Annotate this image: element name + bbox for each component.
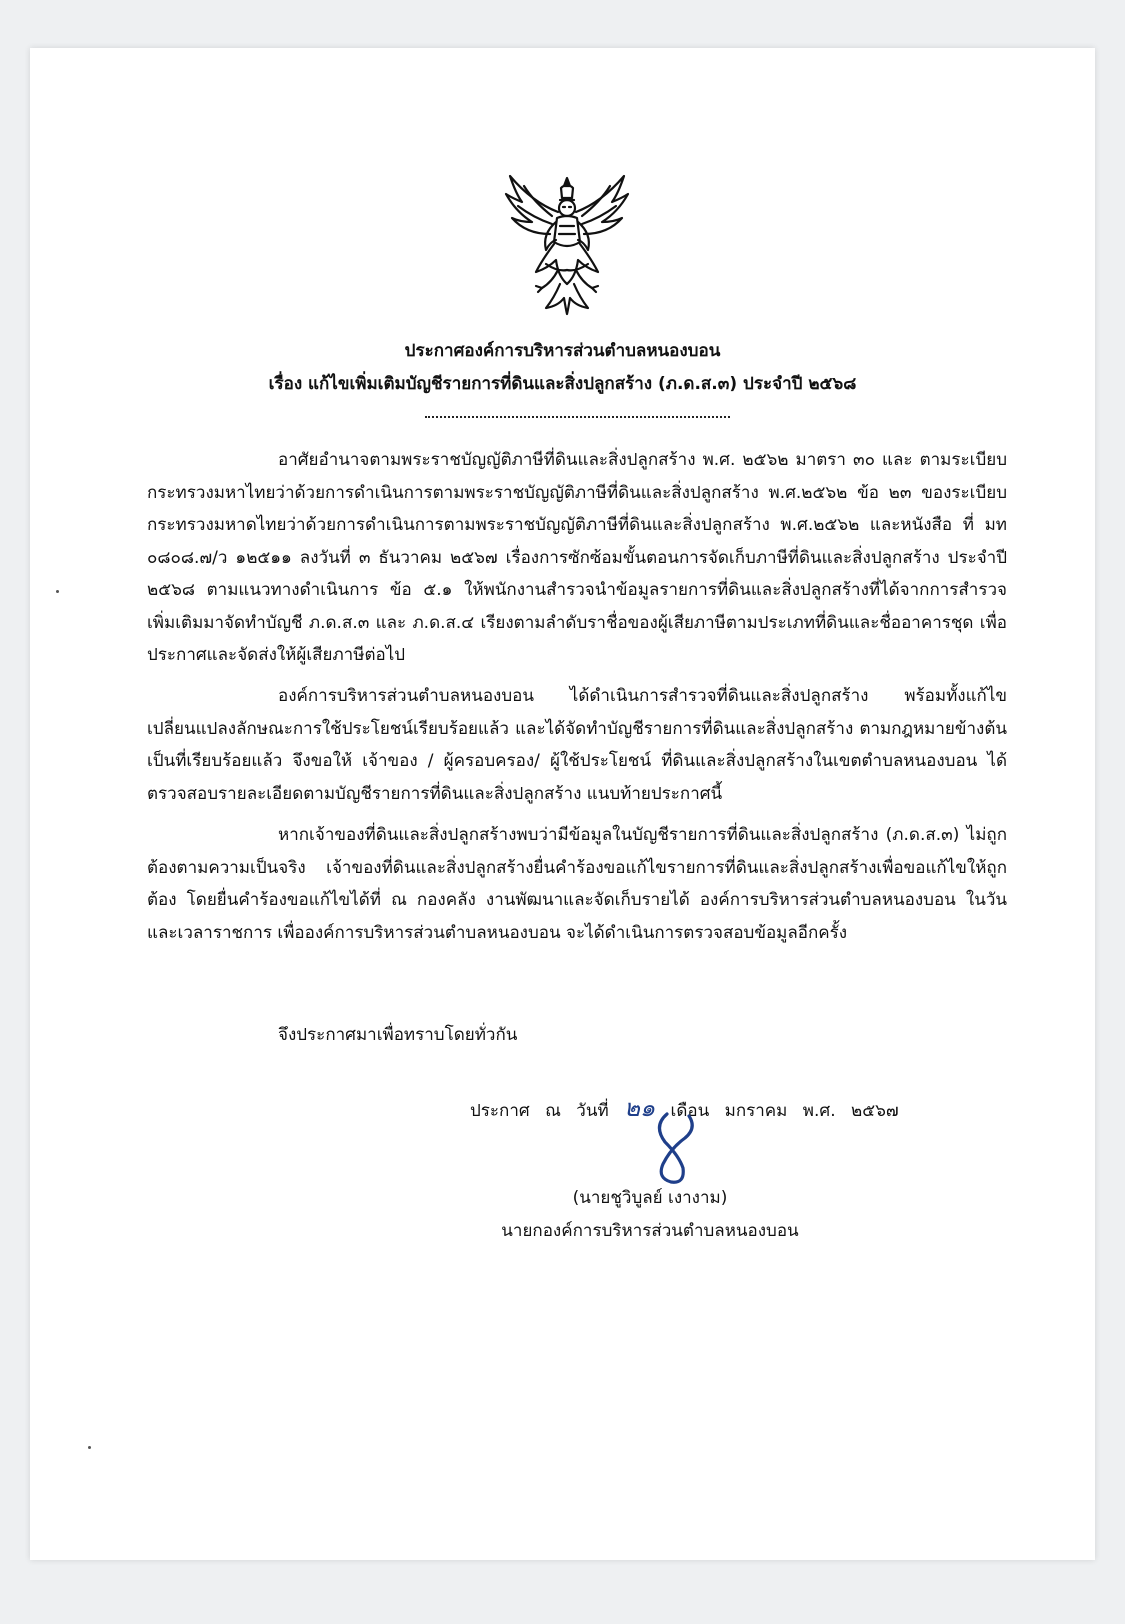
body-paragraph-1: อาศัยอำนาจตามพระราชบัญญัติภาษีที่ดินและสิ่งปลูกสร้าง พ.ศ. ๒๕๖๒ มาตรา ๓๐ และ ตามระเบียบกระทรวงมหาไทยว่าด้วยการดำเนินการตามพระราชบัญญัติภาษีที่ดินและสิ่งปลูกสร้าง พ.ศ.๒๕๖๒ ข้อ ๒๓ ของระเบียบกระทรวงมหาดไทยว่าด้วยการดำเนินการตามพระราชบัญญัติภาษีที่ดินและสิ่งปลูกสร้าง พ.ศ.๒๕๖๒ และหนังสือ ที่ มท ๐๘๐๘.๗/ว ๑๒๕๑๑ ลงวันที่ ๓ ธันวาคม ๒๕๖๗ เรื่องการซักซ้อมขั้นตอนการจัดเก็บภาษีที่ดินและสิ่งปลูกสร้าง ประจำปี ๒๕๖๘ ตามแนวทางดำเนินการ ข้อ ๕.๑ ให้พนักงานสำรวจนำข้อมูลรายการที่ดินและสิ่งปลูกสร้างที่ได้จากการสำรวจเพิ่มเติมมาจัดทำบัญชี ภ.ด.ส.๓ และ ภ.ด.ส.๔ เรียงตามลำดับราชื่อของผู้เสียภาษีตามประเภทที่ดินและชื่ออาคารชุด เพื่อประกาศและจัดส่งให้ผู้เสียภาษีต่อไป [147,450,1007,665]
paper-speck [56,590,59,593]
dateline-month: มกราคม [724,1101,788,1121]
garuda-emblem-icon [502,172,632,317]
handwritten-signature-icon [645,1108,705,1188]
body-paragraph-3: หากเจ้าของที่ดินและสิ่งปลูกสร้างพบว่ามีข้อมูลในบัญชีรายการที่ดินและสิ่งปลูกสร้าง (ภ.ด.ส.๓) ไม่ถูกต้องตามความเป็นจริง เจ้าของที่ดินและสิ่งปลูกสร้างยื่นคำร้องขอแก้ไขรายการที่ดินและสิ่งปลูกสร้างเพื่อขอแก้ไขให้ถูกต้อง โดยยื่นคำร้องขอแก้ไขได้ที่ ณ กองคลัง งานพัฒนาและจัดเก็บรายได้ องค์การบริหารส่วนตำบลหนองบอน ในวันและเวลาราชการ เพื่อองค์การบริหารส่วนตำบลหนองบอน จะได้ดำเนินการตรวจสอบข้อมูลอีกครั้ง [147,825,1007,943]
dateline-year: ๒๕๖๗ [851,1101,899,1121]
closing-statement: จึงประกาศมาเพื่อทราบโดยทั่วกัน [278,1025,518,1045]
dateline-at: ณ [545,1101,561,1121]
dateline-day-label: วันที่ [576,1101,609,1121]
dateline-prefix: ประกาศ [470,1101,530,1121]
paper-speck [88,1446,91,1449]
dotted-divider [425,416,730,418]
dateline-day: ๒๑ [624,1094,656,1122]
body-paragraph-2: องค์การบริหารส่วนตำบลหนองบอน ได้ดำเนินการสำรวจที่ดินและสิ่งปลูกสร้าง พร้อมทั้งแก้ไขเปลี่ยนแปลงลักษณะการใช้ประโยชน์เรียบร้อยแล้ว และได้จัดทำบัญชีรายการที่ดินและสิ่งปลูกสร้าง ตามกฎหมายข้างต้นเป็นที่เรียบร้อยแล้ว จึงขอให้ เจ้าของ / ผู้ครอบครอง/ ผู้ใช้ประโยชน์ ที่ดินและสิ่งปลูกสร้างในเขตตำบลหนองบอน ได้ตรวจสอบรายละเอียดตามบัญชีรายการที่ดินและสิ่งปลูกสร้าง แนบท้ายประกาศนี้ [147,686,1007,804]
dateline-month-label: เดือน [670,1101,710,1121]
dateline-era: พ.ศ. [802,1101,836,1121]
signatory-title: นายกองค์การบริหารส่วนตำบลหนองบอน [501,1221,799,1241]
announcement-title: ประกาศองค์การบริหารส่วนตำบลหนองบอน [404,341,721,361]
signatory-name: (นายชูวิบูลย์ เงางาม) [572,1188,728,1208]
announcement-subject: เรื่อง แก้ไขเพิ่มเติมบัญชีรายการที่ดินและสิ่งปลูกสร้าง (ภ.ด.ส.๓) ประจำปี ๒๕๖๘ [268,374,857,394]
